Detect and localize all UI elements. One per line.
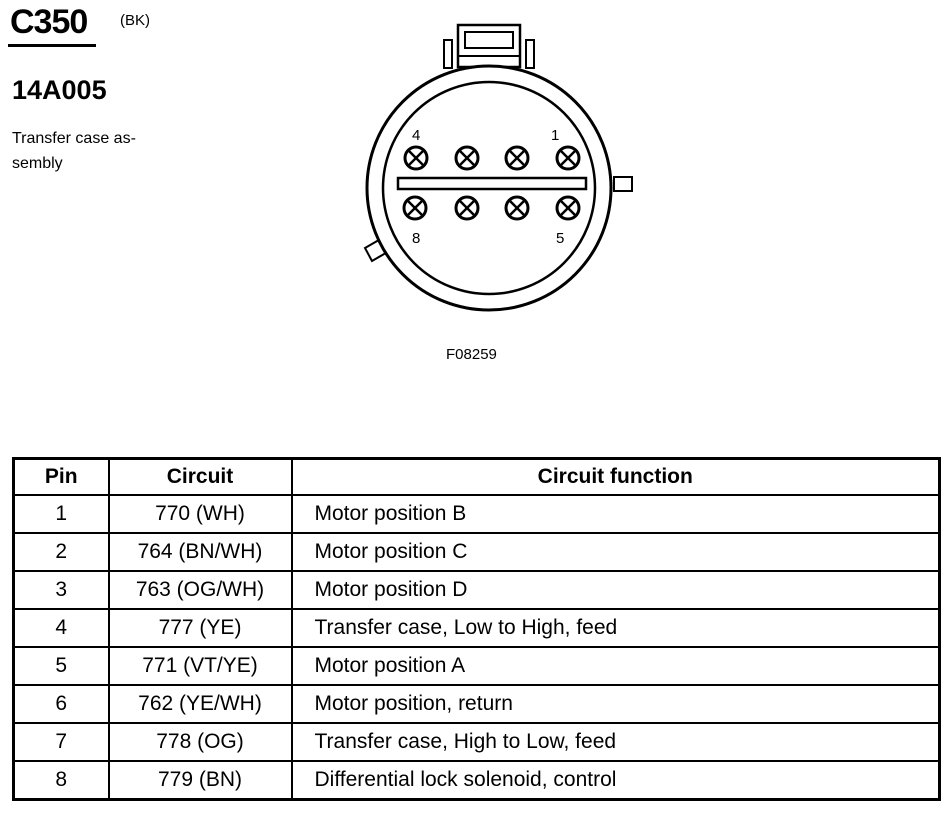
connector-latch <box>444 25 534 68</box>
table-header-row <box>14 459 940 496</box>
part-description-line-1: Transfer case as- <box>12 130 136 147</box>
connector-key-tab-right <box>614 177 632 191</box>
connector-color: (BK) <box>120 12 150 29</box>
pin-label-8: 8 <box>412 230 421 247</box>
table-row <box>14 495 940 533</box>
cell-circuit: 779 (BN) <box>109 761 292 800</box>
cell-function: Motor position, return <box>292 685 940 723</box>
terminal-pin-2 <box>506 147 528 169</box>
cell-pin: 5 <box>14 647 109 685</box>
terminal-pin-4 <box>405 147 427 169</box>
header-pin: Pin <box>14 459 109 496</box>
cell-function: Transfer case, High to Low, feed <box>292 723 940 761</box>
cell-pin: 3 <box>14 571 109 609</box>
cell-circuit: 777 (YE) <box>109 609 292 647</box>
cell-function: Motor position A <box>292 647 940 685</box>
cell-circuit: 770 (WH) <box>109 495 292 533</box>
part-description-line-2: sembly <box>12 155 63 172</box>
cell-function: Motor position D <box>292 571 940 609</box>
part-number: 14A005 <box>12 75 107 105</box>
table-row <box>14 761 940 800</box>
cell-circuit: 763 (OG/WH) <box>109 571 292 609</box>
connector-id: C350 <box>10 3 88 41</box>
cell-pin: 4 <box>14 609 109 647</box>
pinout-table <box>12 457 941 801</box>
cell-function: Differential lock solenoid, control <box>292 761 940 800</box>
cell-function: Motor position B <box>292 495 940 533</box>
cell-circuit: 771 (VT/YE) <box>109 647 292 685</box>
table-row <box>14 647 940 685</box>
cell-pin: 2 <box>14 533 109 571</box>
cell-circuit: 778 (OG) <box>109 723 292 761</box>
cell-pin: 6 <box>14 685 109 723</box>
terminal-pin-5 <box>557 197 579 219</box>
pin-label-1: 1 <box>551 127 560 144</box>
cell-pin: 8 <box>14 761 109 800</box>
table-row <box>14 685 940 723</box>
table-row <box>14 533 940 571</box>
cell-pin: 7 <box>14 723 109 761</box>
pin-label-4: 4 <box>412 127 421 144</box>
table-row <box>14 571 940 609</box>
cell-circuit: 762 (YE/WH) <box>109 685 292 723</box>
cell-circuit: 764 (BN/WH) <box>109 533 292 571</box>
terminal-pin-1 <box>557 147 579 169</box>
header-circuit-function: Circuit function <box>292 459 940 496</box>
cell-function: Transfer case, Low to High, feed <box>292 609 940 647</box>
terminal-pin-7 <box>456 197 478 219</box>
connector-divider-bar <box>398 178 586 189</box>
cell-function: Motor position C <box>292 533 940 571</box>
table-row <box>14 609 940 647</box>
cell-pin: 1 <box>14 495 109 533</box>
terminal-pin-8 <box>404 197 426 219</box>
terminal-pin-6 <box>506 197 528 219</box>
terminal-pin-3 <box>456 147 478 169</box>
header-circuit: Circuit <box>109 459 292 496</box>
part-description <box>12 126 172 176</box>
table-row <box>14 723 940 761</box>
pin-label-5: 5 <box>556 230 565 247</box>
figure-id: F08259 <box>446 346 497 363</box>
connector-face-diagram <box>340 14 640 314</box>
connector-id-underline <box>8 44 96 47</box>
